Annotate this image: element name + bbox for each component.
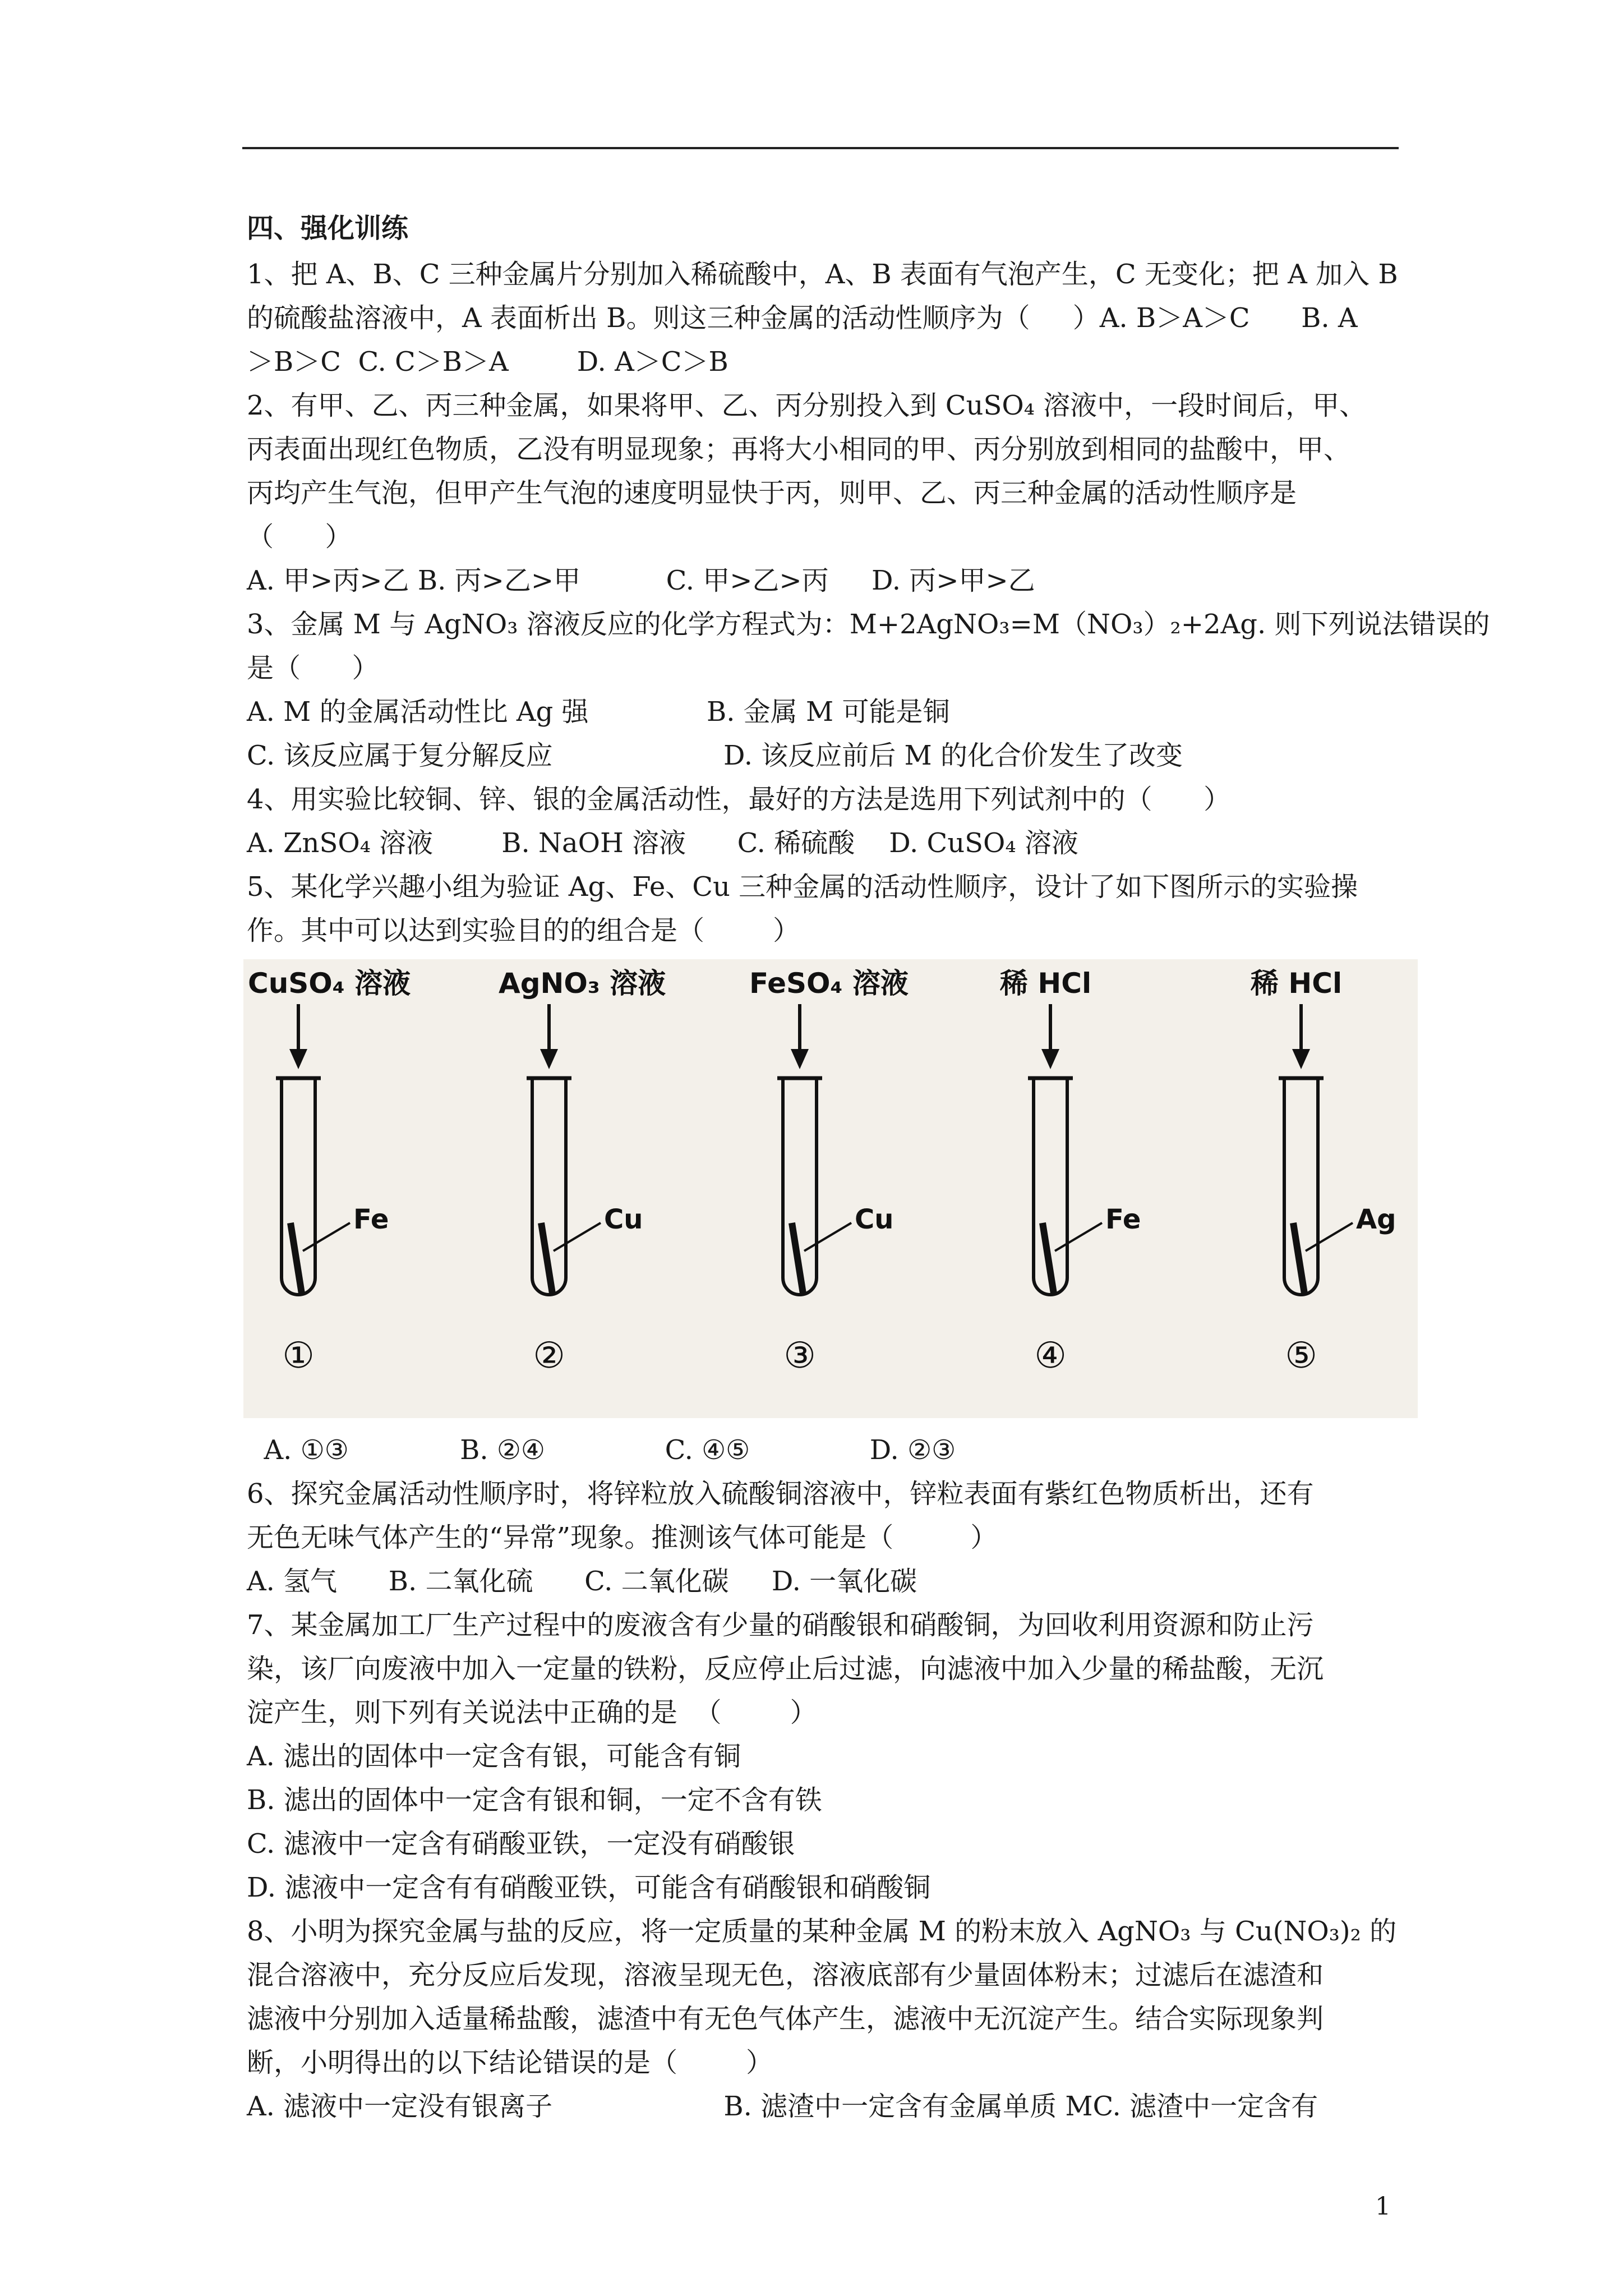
test-tube-diagram: [243, 959, 1418, 1418]
q5-line-1: 5、某化学兴趣小组为验证 Ag、Fe、Cu 三种金属的活动性顺序，设计了如下图所示的实验操: [247, 871, 1358, 903]
q7-option-b: B. 滤出的固体中一定含有银和铜，一定不含有铁: [247, 1784, 822, 1816]
question-4: [247, 777, 1409, 865]
q3-line-1: 3、金属 M 与 AgNO₃ 溶液反应的化学方程式为：M+2AgNO₃=M（NO₃）₂+2Ag. 则下列说法错误的: [247, 609, 1490, 640]
q3-options-cd: [247, 734, 1409, 777]
q6-line-1: 6、探究金属活动性顺序时，将锌粒放入硫酸铜溶液中，锌粒表面有紫红色物质析出，还有: [247, 1478, 1314, 1510]
test-tube-figure: [243, 959, 1418, 1418]
q2-options: A. 甲>丙>乙 B. 丙>乙>甲 C. 甲>乙>丙 D. 丙>甲>乙: [247, 565, 1035, 596]
q1-line-3: ＞B＞C C. C＞B＞A D. A＞C＞B: [247, 346, 728, 378]
tube-4-metal-strip: [1043, 1223, 1054, 1294]
q3-options-ab: [247, 690, 1409, 734]
question-3: [247, 602, 1490, 777]
tube-3-arrowhead-icon: [791, 1049, 809, 1069]
q3-option-d: D. 该反应前后 M 的化合价发生了改变: [723, 740, 1183, 771]
tube-4-reagent-label: 稀 HCl: [1000, 967, 1092, 1000]
tube-3-metal-strip: [792, 1223, 803, 1294]
q7-line-2: 染，该厂向废液中加入一定量的铁粉，反应停止后过滤，向滤液中加入少量的稀盐酸，无沉: [247, 1653, 1324, 1685]
q2-line-4: （ ）: [247, 521, 352, 553]
tube-3-number: ③: [783, 1335, 816, 1377]
q7-option-d: D. 滤液中一定含有有硝酸亚铁，可能含有硝酸银和硝酸铜: [247, 1872, 931, 1903]
q3-line-2: 是（ ）: [247, 652, 379, 684]
tube-3-metal-label: Cu: [855, 1204, 894, 1235]
q7-option-a: A. 滤出的固体中一定含有银，可能含有铜: [247, 1741, 741, 1772]
tube-5-metal-strip: [1293, 1223, 1304, 1294]
page-number: 1: [1375, 2192, 1391, 2221]
tube-2-metal-strip: [541, 1223, 552, 1294]
q8-line-4: 断，小明得出的以下结论错误的是（ ）: [247, 2047, 773, 2078]
q2-line-1: 2、有甲、乙、丙三种金属，如果将甲、乙、丙分别投入到 CuSO₄ 溶液中，一段时间后，甲、: [247, 390, 1367, 421]
q3-option-c: C. 该反应属于复分解反应: [247, 740, 553, 771]
tube-2-number: ②: [533, 1335, 565, 1377]
q2-line-3: 丙均产生气泡，但甲产生气泡的速度明显快于丙，则甲、乙、丙三种金属的活动性顺序是: [247, 477, 1297, 509]
q8-line-5: A. 滤液中一定没有银离子 B. 滤渣中一定含有金属单质 MC. 滤渣中一定含有: [247, 2091, 1318, 2122]
tube-1-metal-strip: [291, 1223, 302, 1294]
tube-1-arrowhead-icon: [289, 1049, 307, 1069]
q6-options: A. 氢气 B. 二氧化硫 C. 二氧化碳 D. 一氧化碳: [247, 1566, 917, 1597]
question-8: [247, 1910, 1409, 2128]
question-1: [247, 252, 1409, 384]
tube-5-metal-label: Ag: [1356, 1204, 1396, 1235]
q8-line-3: 滤液中分别加入适量稀盐酸，滤渣中有无色气体产生，滤液中无沉淀产生。结合实际现象判: [247, 2003, 1324, 2035]
tube-3-pointer: [804, 1223, 851, 1251]
q7-line-1: 7、某金属加工厂生产过程中的废液含有少量的硝酸银和硝酸铜，为回收利用资源和防止污: [247, 1609, 1314, 1641]
document-body: [247, 206, 1490, 2128]
question-5: [247, 865, 1409, 1472]
q3-option-a: A. M 的金属活动性比 Ag 强: [247, 696, 589, 728]
q5-options: A. ①③ B. ②④ C. ④⑤ D. ②③: [247, 1434, 956, 1466]
tube-4-arrowhead-icon: [1041, 1049, 1059, 1069]
tube-2-arrowhead-icon: [540, 1049, 558, 1069]
q7-option-c: C. 滤液中一定含有硝酸亚铁，一定没有硝酸银: [247, 1828, 795, 1860]
tube-1-pointer: [303, 1223, 350, 1251]
tube-4-number: ④: [1034, 1335, 1067, 1377]
tube-3-reagent-label: FeSO₄ 溶液: [749, 967, 909, 1000]
tube-1-metal-label: Fe: [353, 1204, 389, 1235]
tube-5-number: ⑤: [1285, 1335, 1317, 1377]
tube-2-reagent-label: AgNO₃ 溶液: [499, 967, 666, 1000]
q7-line-3: 淀产生，则下列有关说法中正确的是 （ ）: [247, 1697, 817, 1728]
q6-line-2: 无色无味气体产生的“异常”现象。推测该气体可能是（ ）: [247, 1522, 998, 1553]
section-title: 四、强化训练: [247, 213, 409, 244]
tube-5-pointer: [1306, 1223, 1353, 1251]
q1-line-1: 1、把 A、B、C 三种金属片分别加入稀硫酸中，A、B 表面有气泡产生，C 无变化；把 A 加入 B: [247, 259, 1398, 290]
q3-option-b: B. 金属 M 可能是铜: [707, 696, 950, 728]
question-6: [247, 1472, 1409, 1603]
tube-1-reagent-label: CuSO₄ 溶液: [248, 967, 411, 1000]
tube-2-metal-label: Cu: [604, 1204, 643, 1235]
q1-line-2: 的硫酸盐溶液中，A 表面析出 B。则这三种金属的活动性顺序为（ ）A. B＞A＞C B. A: [247, 302, 1358, 334]
tube-1-number: ①: [282, 1335, 315, 1377]
q2-line-2: 丙表面出现红色物质，乙没有明显现象；再将大小相同的甲、丙分别放到相同的盐酸中，甲、: [247, 434, 1351, 465]
question-7: [247, 1603, 1409, 1910]
tube-5-arrowhead-icon: [1292, 1049, 1310, 1069]
tube-2-pointer: [554, 1223, 601, 1251]
tube-4-pointer: [1055, 1223, 1102, 1251]
tube-4-metal-label: Fe: [1105, 1204, 1141, 1235]
q4-options: A. ZnSO₄ 溶液 B. NaOH 溶液 C. 稀硫酸 D. CuSO₄ 溶液: [247, 827, 1078, 859]
q8-line-1: 8、小明为探究金属与盐的反应，将一定质量的某种金属 M 的粉末放入 AgNO₃ 与 Cu(NO₃)₂ 的: [247, 1916, 1397, 1947]
tube-5-reagent-label: 稀 HCl: [1251, 967, 1343, 1000]
q8-line-2: 混合溶液中，充分反应后发现，溶液呈现无色，溶液底部有少量固体粉末；过滤后在滤渣和: [247, 1959, 1324, 1991]
q4-line-1: 4、用实验比较铜、锌、银的金属活动性，最好的方法是选用下列试剂中的（ ）: [247, 784, 1231, 815]
header-rule: [242, 147, 1399, 149]
question-2: [247, 384, 1409, 602]
q5-line-2: 作。其中可以达到实验目的的组合是（ ）: [247, 915, 800, 946]
